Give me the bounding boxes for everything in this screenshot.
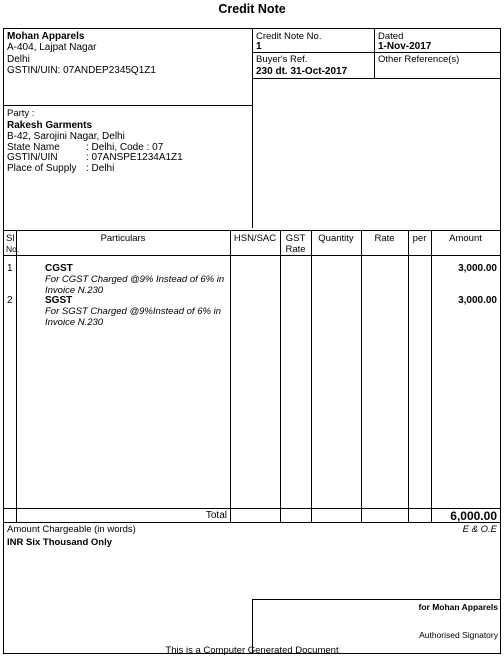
signature-for: for Mohan Apparels: [418, 602, 498, 612]
party-gstin-value: : 07ANSPE1234A1Z1: [86, 152, 183, 163]
party-pos-value: : Delhi: [86, 163, 115, 174]
buyers-ref-label: Buyer's Ref.: [256, 54, 308, 65]
seller-name: Mohan Apparels: [7, 31, 85, 42]
seller-address-1: A-404, Lajpat Nagar: [7, 42, 97, 53]
row-2-sl: 2: [7, 295, 13, 306]
col-line-quantity: [361, 230, 362, 522]
credit-note-no: 1: [256, 41, 262, 52]
total-label: Total: [205, 510, 227, 521]
header-quantity: Quantity: [318, 233, 354, 244]
party-name: Rakesh Garments: [7, 120, 93, 131]
credit-note-frame: [3, 28, 501, 654]
other-ref-label: Other Reference(s): [378, 54, 460, 65]
col-line-rate: [408, 230, 409, 522]
dated-label: Dated: [378, 31, 404, 42]
table-top-line: [4, 230, 500, 231]
row-2-desc-2: Invoice N.230: [45, 317, 104, 328]
row-2-item: SGST: [45, 295, 73, 306]
header-sl: Sl: [6, 233, 15, 244]
row-1-sl: 1: [7, 263, 13, 274]
meta-row-divider-2: [252, 78, 500, 79]
party-label: Party :: [7, 108, 35, 119]
meta-row-divider-1: [252, 52, 500, 53]
amount-words-label: Amount Chargeable (in words): [7, 524, 136, 535]
row-2-desc-1: For SGST Charged @9%Instead of 6% in: [45, 306, 221, 317]
credit-note-no-label: Credit Note No.: [256, 31, 322, 42]
party-state-value: : Delhi, Code : 07: [86, 142, 164, 153]
seller-address-2: Delhi: [7, 54, 30, 65]
col-line-gst: [311, 230, 312, 522]
col-line-hsn: [280, 230, 281, 522]
seller-party-divider: [4, 105, 252, 106]
header-vertical-divider: [252, 29, 253, 228]
dated-value: 1-Nov-2017: [378, 41, 432, 52]
row-1-item: CGST: [45, 263, 73, 274]
row-1-desc-1: For CGST Charged @9% Instead of 6% in: [45, 274, 225, 285]
table-header-line: [4, 255, 500, 256]
total-amount: 6,000.00: [450, 509, 497, 523]
header-amount: Amount: [449, 233, 482, 244]
table-bottom-line: [4, 522, 500, 523]
header-per: per: [412, 233, 427, 244]
buyers-ref-value: 230 dt. 31-Oct-2017: [256, 66, 348, 77]
col-line-sl: [16, 230, 17, 522]
party-pos-label: Place of Supply: [7, 163, 77, 174]
authorised-signatory: Authorised Signatory: [419, 630, 498, 640]
party-address: B-42, Sarojini Nagar, Delhi: [7, 131, 125, 142]
header-no: No.: [6, 244, 20, 254]
col-line-particulars: [230, 230, 231, 522]
party-gstin-label: GSTIN/UIN: [7, 152, 58, 163]
seller-gstin: GSTIN/UIN: 07ANDEP2345Q1Z1: [7, 65, 156, 76]
document-title: Credit Note: [218, 2, 286, 16]
header-hsn: HSN/SAC: [233, 233, 277, 244]
table-total-line: [4, 508, 500, 509]
row-2-amount: 3,000.00: [458, 295, 497, 306]
eoe-label: E & O.E: [462, 524, 497, 535]
header-gst-rate: Rate: [285, 244, 306, 255]
header-particulars: Particulars: [100, 233, 146, 244]
row-1-desc-2: Invoice N.230: [45, 285, 104, 296]
amount-words-value: INR Six Thousand Only: [7, 537, 113, 548]
signature-top-line: [252, 599, 500, 600]
header-rate: Rate: [374, 233, 395, 244]
meta-vertical-divider: [374, 29, 375, 78]
row-1-amount: 3,000.00: [458, 263, 497, 274]
computer-generated-note: This is a Computer Generated Document: [165, 645, 339, 656]
header-gst: GST: [285, 233, 306, 244]
party-state-label: State Name: [7, 142, 60, 153]
